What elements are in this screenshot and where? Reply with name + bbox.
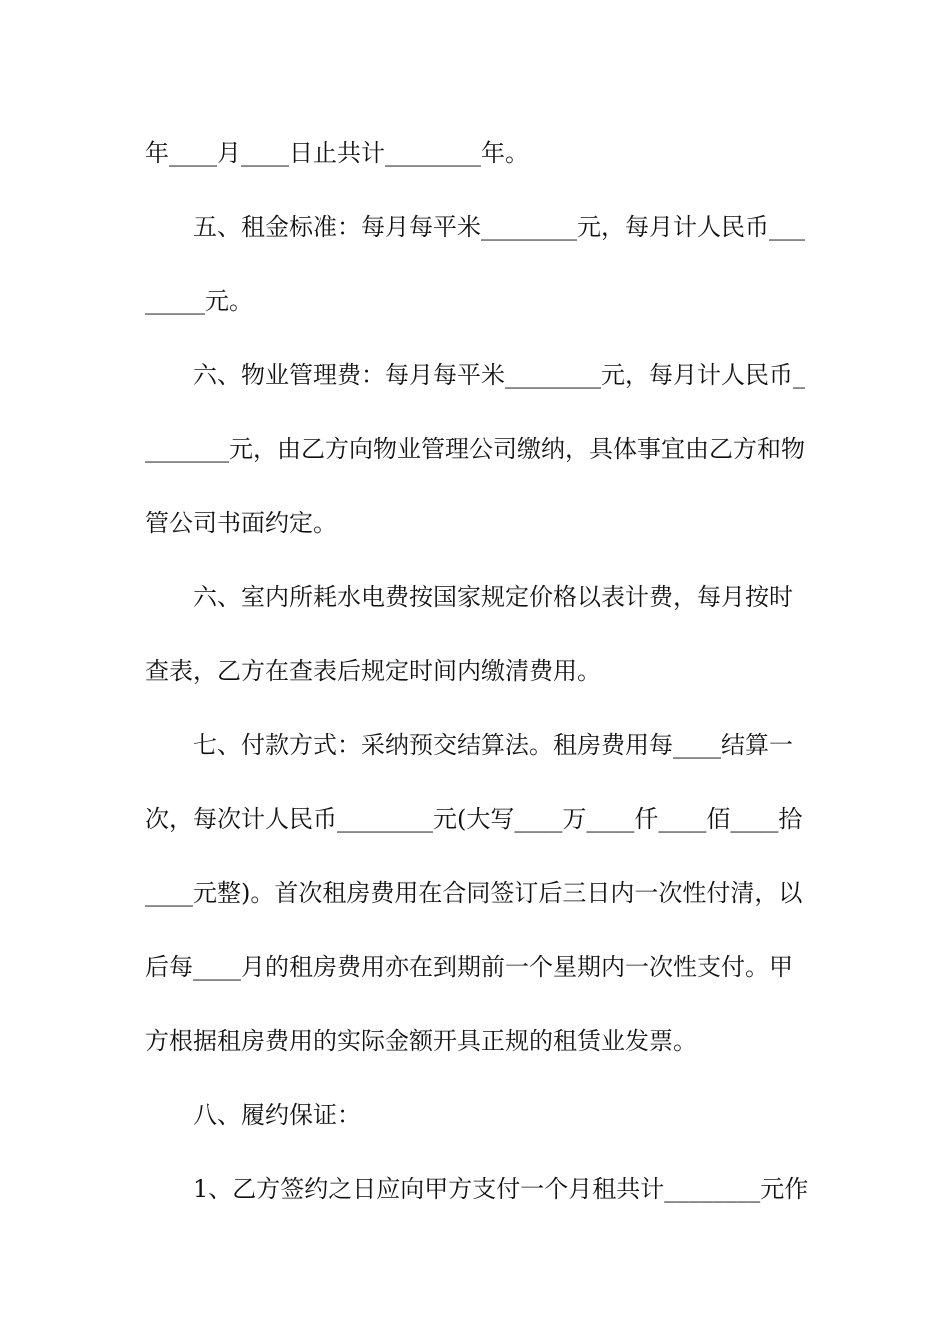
text-line-term-end: 年____月____日止共计________年。	[145, 139, 529, 167]
text-line-payment-subsequent: 后每____月的租房费用亦在到期前一个星期内一次性支付。甲	[145, 953, 793, 981]
text-line-utilities-cont: 查表，乙方在查表后规定时间内缴清费用。	[145, 657, 601, 685]
text-line-rent-standard-cont: _____元。	[145, 287, 253, 315]
text-line-property-fee-end: 管公司书面约定。	[145, 509, 337, 537]
text-line-payment-first: ____元整)。首次租房费用在合同签订后三日内一次性付清，以	[145, 879, 803, 907]
text-line-utilities: 六、室内所耗水电费按国家规定价格以表计费，每月按时	[193, 583, 793, 611]
document-body	[145, 130, 810, 1240]
text-line-payment-method: 七、付款方式：采纳预交结算法。租房费用每____结算一	[193, 731, 793, 759]
text-line-property-fee-cont: _______元，由乙方向物业管理公司缴纳，具体事宜由乙方和物	[145, 435, 805, 463]
text-line-guarantee-item-1: 1、乙方签约之日应向甲方支付一个月租共计________元作	[193, 1175, 809, 1203]
text-line-guarantee-heading: 八、履约保证：	[193, 1101, 361, 1129]
text-line-rent-standard: 五、租金标准：每月每平米________元，每月计人民币___	[193, 213, 805, 241]
text-line-payment-amount: 次，每次计人民币________元(大写____万____仟____佰____拾	[145, 805, 803, 833]
text-line-property-fee: 六、物业管理费：每月每平米________元，每月计人民币_	[193, 361, 805, 389]
text-line-invoice: 方根据租房费用的实际金额开具正规的租赁业发票。	[145, 1027, 697, 1055]
